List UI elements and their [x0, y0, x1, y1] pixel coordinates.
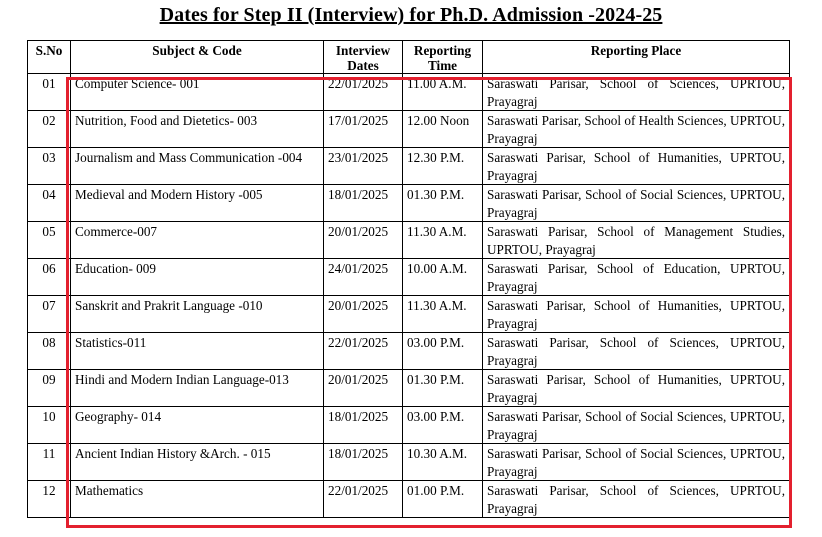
- cell-sno: 02: [28, 111, 71, 148]
- cell-sno: 04: [28, 185, 71, 222]
- cell-reporting-time: 11.30 A.M.: [403, 222, 483, 259]
- table-row: [28, 296, 790, 333]
- table-header-row: [28, 41, 790, 74]
- cell-reporting-place: Saraswati Parisar, School of Social Sciences, UPRTOU, Prayagraj: [483, 407, 790, 444]
- cell-reporting-place: Saraswati Parisar, School of Humanities, UPRTOU, Prayagraj: [483, 148, 790, 185]
- cell-reporting-time: 12.30 P.M.: [403, 148, 483, 185]
- cell-sno: 07: [28, 296, 71, 333]
- cell-reporting-time: 11.00 A.M.: [403, 74, 483, 111]
- cell-subject: Sanskrit and Prakrit Language -010: [71, 296, 324, 333]
- page-title: Dates for Step II (Interview) for Ph.D. Admission -2024-25: [159, 4, 663, 26]
- cell-subject: Mathematics: [71, 481, 324, 518]
- table-row: [28, 111, 790, 148]
- table-row: [28, 370, 790, 407]
- table-row: [28, 74, 790, 111]
- cell-subject: Commerce-007: [71, 222, 324, 259]
- cell-reporting-time: 12.00 Noon: [403, 111, 483, 148]
- cell-subject: Nutrition, Food and Dietetics- 003: [71, 111, 324, 148]
- cell-sno: 10: [28, 407, 71, 444]
- cell-subject: Medieval and Modern History -005: [71, 185, 324, 222]
- header-subject: Subject & Code: [71, 41, 324, 74]
- cell-subject: Ancient Indian History &Arch. - 015: [71, 444, 324, 481]
- header-sno: S.No: [28, 41, 71, 74]
- cell-interview-date: 17/01/2025: [324, 111, 403, 148]
- cell-interview-date: 20/01/2025: [324, 370, 403, 407]
- cell-subject: Geography- 014: [71, 407, 324, 444]
- cell-reporting-place: Saraswati Parisar, School of Education, UPRTOU, Prayagraj: [483, 259, 790, 296]
- table-row: [28, 222, 790, 259]
- cell-sno: 01: [28, 74, 71, 111]
- cell-subject: Statistics-011: [71, 333, 324, 370]
- cell-interview-date: 24/01/2025: [324, 259, 403, 296]
- header-time-line1: Reporting: [413, 43, 472, 58]
- table-row: [28, 407, 790, 444]
- cell-reporting-time: 01.30 P.M.: [403, 185, 483, 222]
- cell-reporting-time: 11.30 A.M.: [403, 296, 483, 333]
- cell-interview-date: 23/01/2025: [324, 148, 403, 185]
- cell-reporting-time: 01.00 P.M.: [403, 481, 483, 518]
- cell-interview-date: 20/01/2025: [324, 222, 403, 259]
- cell-reporting-time: 03.00 P.M.: [403, 407, 483, 444]
- cell-reporting-place: Saraswati Parisar, School of Sciences, UPRTOU, Prayagraj: [483, 333, 790, 370]
- cell-sno: 05: [28, 222, 71, 259]
- table-row: [28, 481, 790, 518]
- table-row: [28, 333, 790, 370]
- cell-reporting-time: 03.00 P.M.: [403, 333, 483, 370]
- cell-interview-date: 22/01/2025: [324, 74, 403, 111]
- table-row: [28, 185, 790, 222]
- cell-reporting-place: Saraswati Parisar, School of Humanities, UPRTOU, Prayagraj: [483, 370, 790, 407]
- header-interview-dates: [324, 41, 403, 74]
- cell-sno: 11: [28, 444, 71, 481]
- header-reporting-time: [403, 41, 483, 74]
- cell-interview-date: 20/01/2025: [324, 296, 403, 333]
- cell-subject: Computer Science- 001: [71, 74, 324, 111]
- cell-reporting-place: Saraswati Parisar, School of Health Sciences, UPRTOU, Prayagraj: [483, 111, 790, 148]
- cell-subject: Education- 009: [71, 259, 324, 296]
- cell-sno: 03: [28, 148, 71, 185]
- table-row: [28, 148, 790, 185]
- cell-reporting-place: Saraswati Parisar, School of Sciences, UPRTOU, Prayagraj: [483, 481, 790, 518]
- cell-interview-date: 18/01/2025: [324, 444, 403, 481]
- cell-interview-date: 18/01/2025: [324, 185, 403, 222]
- cell-reporting-time: 10.00 A.M.: [403, 259, 483, 296]
- cell-interview-date: 22/01/2025: [324, 333, 403, 370]
- cell-sno: 12: [28, 481, 71, 518]
- cell-sno: 06: [28, 259, 71, 296]
- header-dates-line1: Interview: [335, 43, 391, 58]
- interview-schedule-table: [27, 40, 790, 518]
- cell-reporting-place: Saraswati Parisar, School of Sciences, UPRTOU, Prayagraj: [483, 74, 790, 111]
- header-time-line2: Time: [427, 58, 458, 73]
- cell-reporting-place: Saraswati Parisar, School of Management Studies, UPRTOU, Prayagraj: [483, 222, 790, 259]
- table-row: [28, 259, 790, 296]
- cell-subject: Hindi and Modern Indian Language-013: [71, 370, 324, 407]
- cell-reporting-place: Saraswati Parisar, School of Social Sciences, UPRTOU, Prayagraj: [483, 185, 790, 222]
- cell-interview-date: 18/01/2025: [324, 407, 403, 444]
- cell-interview-date: 22/01/2025: [324, 481, 403, 518]
- header-dates-line2: Dates: [347, 58, 379, 73]
- cell-reporting-time: 01.30 P.M.: [403, 370, 483, 407]
- table-row: [28, 444, 790, 481]
- cell-reporting-time: 10.30 A.M.: [403, 444, 483, 481]
- header-reporting-place: Reporting Place: [483, 41, 790, 74]
- cell-reporting-place: Saraswati Parisar, School of Humanities, UPRTOU, Prayagraj: [483, 296, 790, 333]
- cell-sno: 09: [28, 370, 71, 407]
- cell-sno: 08: [28, 333, 71, 370]
- cell-reporting-place: Saraswati Parisar, School of Social Sciences, UPRTOU, Prayagraj: [483, 444, 790, 481]
- cell-subject: Journalism and Mass Communication -004: [71, 148, 324, 185]
